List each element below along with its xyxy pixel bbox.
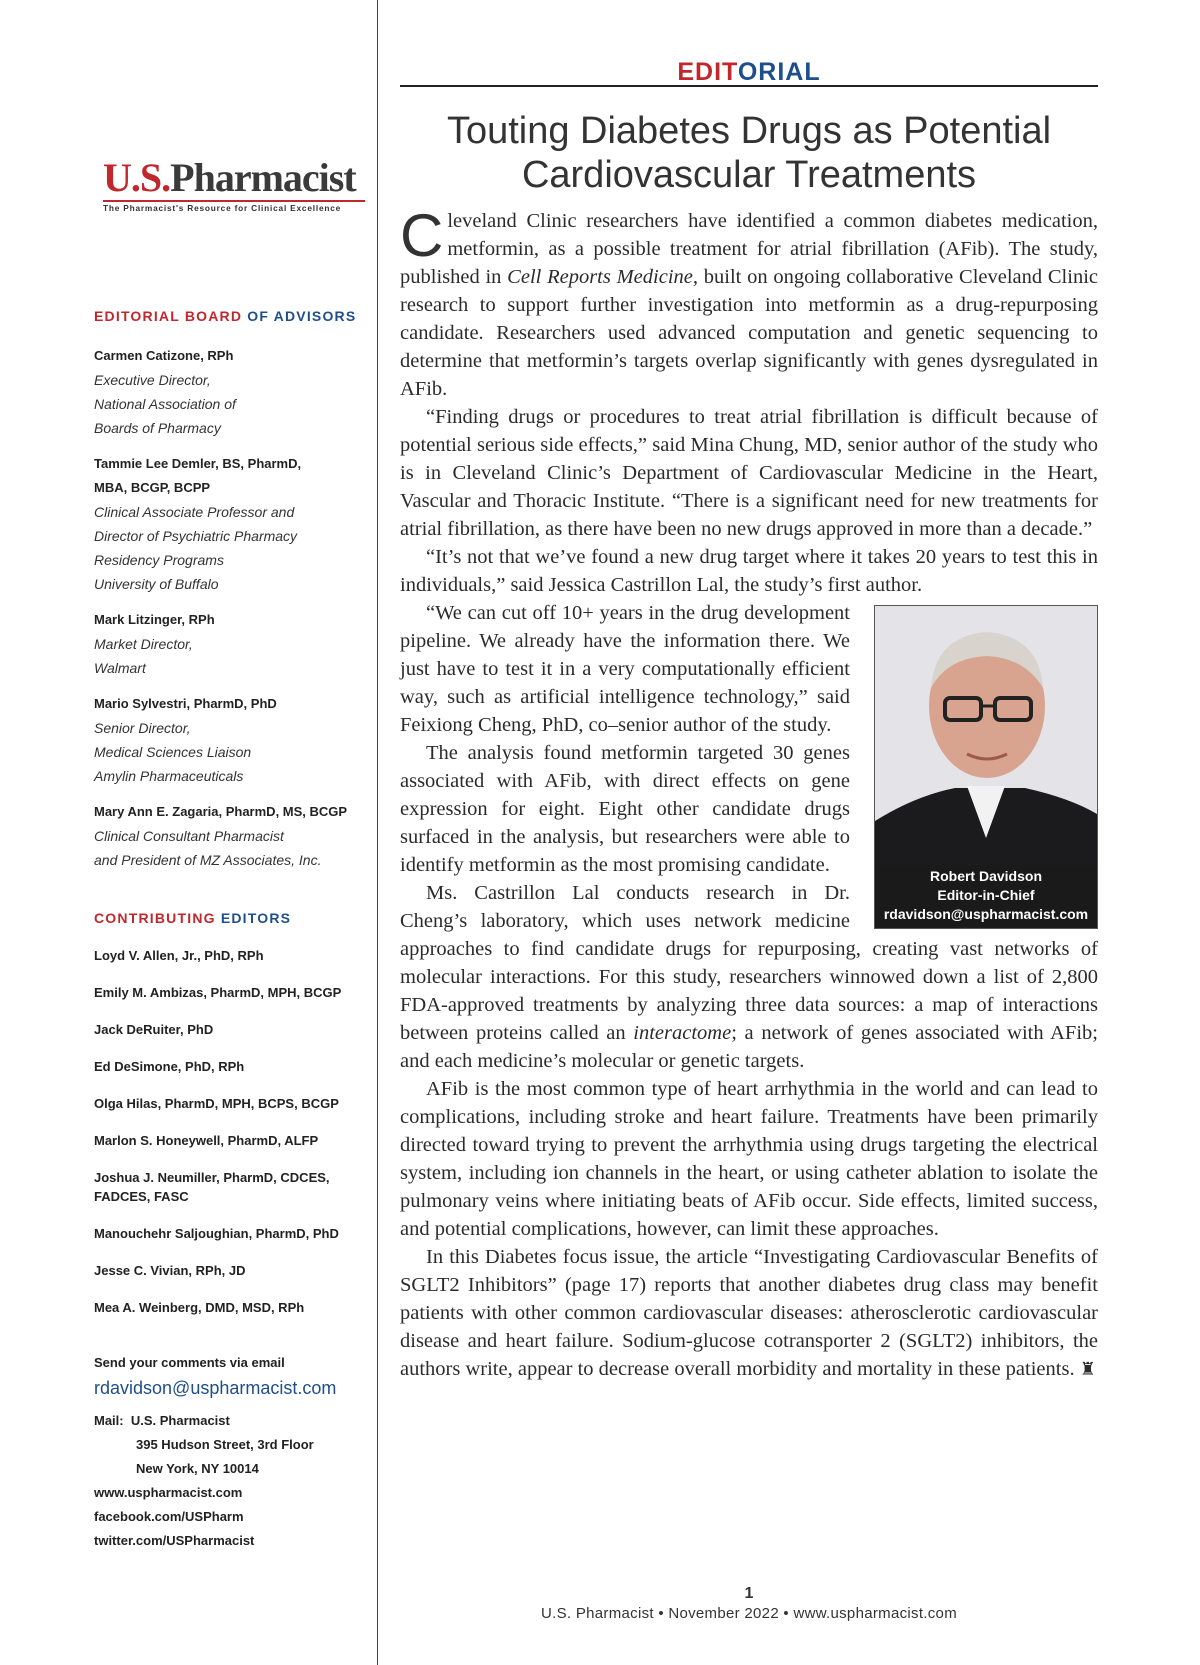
contributor: Mea A. Weinberg, DMD, MSD, RPh — [94, 1300, 305, 1315]
editor-title: Editor-in-Chief — [937, 887, 1035, 903]
paragraph: “We can cut off 10+ years in the drug development pipeline. We already have the information there. We just have to test it in a very computationally efficient way, such as artificial intelligence technology,” said Feixiong Cheng, PhD, co–senior author of the study. — [400, 602, 850, 736]
contributor: Marlon S. Honeywell, PharmD, ALFP — [94, 1133, 319, 1148]
member-role: Medical Sciences Liaison — [94, 744, 252, 760]
mail-line: Mail: U.S. Pharmacist — [94, 1413, 230, 1428]
editor-photo-box — [874, 605, 1098, 929]
paragraph: “Finding drugs or procedures to treat atrial fibrillation is difficult because of potential serious side effects,” said Mina Chung, MD, senior author of the study who is in Cleveland Clinic’s Department of Cardiovascular Medicine in the Heart, Vascular and Thoracic Institute. “There is a significant need for new treatments for atrial fibrillation, as there have been no new drugs approved in more than a decade.” — [400, 406, 1098, 540]
photo-caption — [875, 867, 1097, 924]
paragraph: Ms. Castrillon Lal conducts research in Dr. Cheng’s laboratory, which uses network medicine approaches to find candidate drugs for repurposing, creating vast networks of molecular interactions. For this study, researchers winnowed down a list of 2,800 FDA-approved treatments by analyzing three data sources: a map of interactions between proteins called an interactome; a network of genes associated with AFib; and each medicine’s molecular or genetic targets. — [400, 882, 1098, 1072]
logo-rule — [103, 200, 365, 202]
member-name: Carmen Catizone, RPh — [94, 348, 234, 363]
member-role: Residency Programs — [94, 552, 224, 568]
contributor: Ed DeSimone, PhD, RPh — [94, 1059, 245, 1074]
member-role: Clinical Associate Professor and — [94, 504, 295, 520]
member-role: Amylin Pharmaceuticals — [94, 768, 244, 784]
sidebar — [0, 0, 378, 1665]
board-heading: EDITORIAL BOARD OF ADVISORS — [94, 308, 357, 324]
contributors-heading: CONTRIBUTING EDITORS — [94, 910, 292, 926]
member-role: Walmart — [94, 660, 146, 676]
member-role: Director of Psychiatric Pharmacy — [94, 528, 298, 544]
member-role: Market Director, — [94, 636, 193, 652]
contributor: Manouchehr Saljoughian, PharmD, PhD — [94, 1226, 339, 1241]
member-role: University of Buffalo — [94, 576, 219, 592]
paragraph: In this Diabetes focus issue, the article “Investigating Cardiovascular Benefits of SGLT2 Inhibitors” (page 17) reports that another diabetes drug class may benefit patients with other common cardiovascular diseases: atherosclerotic cardiovascular disease and heart failure. Sodium-glucose cotransporter 2 (SGLT2) inhibitors, the authors write, appear to decrease overall morbidity and mortality in these patients. ♜ — [400, 1246, 1098, 1380]
article-body — [400, 202, 1098, 1383]
member-role: National Association of — [94, 396, 236, 412]
member-role: and President of MZ Associates, Inc. — [94, 852, 322, 868]
member-role: Senior Director, — [94, 720, 191, 736]
send-comments-label: Send your comments via email — [94, 1355, 285, 1370]
contact-block — [94, 1351, 374, 1553]
twitter-link[interactable]: twitter.com/USPharmacist — [94, 1533, 255, 1548]
contributor: Joshua J. Neumiller, PharmD, CDCES, FADCES, FASC — [94, 1170, 330, 1204]
masthead-logo — [103, 155, 365, 213]
website-link[interactable]: www.uspharmacist.com — [94, 1485, 243, 1500]
logo-wordmark: U.S.Pharmacist — [103, 155, 356, 200]
board-member — [94, 800, 374, 872]
page-footer — [400, 1584, 1098, 1624]
member-name: Tammie Lee Demler, BS, PharmD, MBA, BCGP, BCPP — [94, 456, 302, 495]
member-name: Mary Ann E. Zagaria, PharmD, MS, BCGP — [94, 804, 348, 819]
editor-photo — [875, 606, 1097, 866]
page-number: 1 — [744, 1585, 754, 1602]
board-member — [94, 692, 374, 788]
footer-text: U.S. Pharmacist • November 2022 • www.uspharmacist.com — [540, 1605, 957, 1622]
member-role: Clinical Consultant Pharmacist — [94, 828, 284, 844]
contributor: Jack DeRuiter, PhD — [94, 1022, 214, 1037]
board-member — [94, 608, 374, 680]
paragraph: The analysis found metformin targeted 30 genes associated with AFib, with direct effects on gene expression for eight. Eight other candidate drugs surfaced in the analysis, but researchers were able to identify metformin as the most promising candidate. — [400, 742, 850, 876]
contact-email-link[interactable]: rdavidson@uspharmacist.com — [94, 1378, 337, 1398]
board-member — [94, 344, 374, 440]
paragraph: “It’s not that we’ve found a new drug target where it takes 20 years to test this in individuals,” said Jessica Castrillon Lal, the study’s first author. — [400, 546, 1098, 596]
contributor: Olga Hilas, PharmD, MPH, BCPS, BCGP — [94, 1096, 339, 1111]
editor-portrait-image — [875, 606, 1097, 866]
sidebar-content — [94, 308, 374, 1553]
drop-cap: C — [400, 202, 444, 269]
editor-name: Robert Davidson — [929, 868, 1042, 884]
section-label: EDITORIAL — [677, 58, 821, 86]
facebook-link[interactable]: facebook.com/USPharm — [94, 1509, 244, 1524]
contributor: Jesse C. Vivian, RPh, JD — [94, 1263, 246, 1278]
logo-tagline: The Pharmacist's Resource for Clinical Excellence — [103, 203, 342, 213]
address-line-2: New York, NY 10014 — [136, 1461, 259, 1476]
address-line-1: 395 Hudson Street, 3rd Floor — [136, 1437, 314, 1452]
member-role: Executive Director, — [94, 372, 211, 388]
article — [400, 56, 1098, 1383]
contributor: Emily M. Ambizas, PharmD, MPH, BCGP — [94, 985, 342, 1000]
contributor: Loyd V. Allen, Jr., PhD, RPh — [94, 948, 264, 963]
article-title: Touting Diabetes Drugs as Potential Cardiovascular Treatments — [446, 110, 1052, 196]
member-role: Boards of Pharmacy — [94, 420, 221, 436]
board-member — [94, 452, 374, 596]
member-name: Mark Litzinger, RPh — [94, 612, 215, 627]
end-mark-icon: ♜ — [1079, 1359, 1096, 1379]
paragraph: AFib is the most common type of heart arrhythmia in the world and can lead to complications, including stroke and heart failure. Treatments have been primarily directed toward trying to prevent the arrhythmia using drugs targeting the electrical system, including ion channels in the heart, or using catheter ablation to isolate the pulmonary veins where initiating beats of AFib occur. Side effects, limited success, and potential complications, however, can limit these approaches. — [400, 1078, 1098, 1240]
member-name: Mario Sylvestri, PharmD, PhD — [94, 696, 277, 711]
editor-email: rdavidson@uspharmacist.com — [883, 906, 1089, 922]
paragraph: Cleveland Clinic researchers have identified a common diabetes medication, metformin, as a possible treatment for atrial fibrillation (AFib). The study, published in Cell Reports Medicine, built on ongoing collaborative Cleveland Clinic research to support further investigation into metformin as a drug-repurposing candidate. Researchers used advanced computation and genetic sequencing to determine that metformin’s targets overlap significantly with genes dysregulated in AFib. — [400, 202, 1098, 400]
